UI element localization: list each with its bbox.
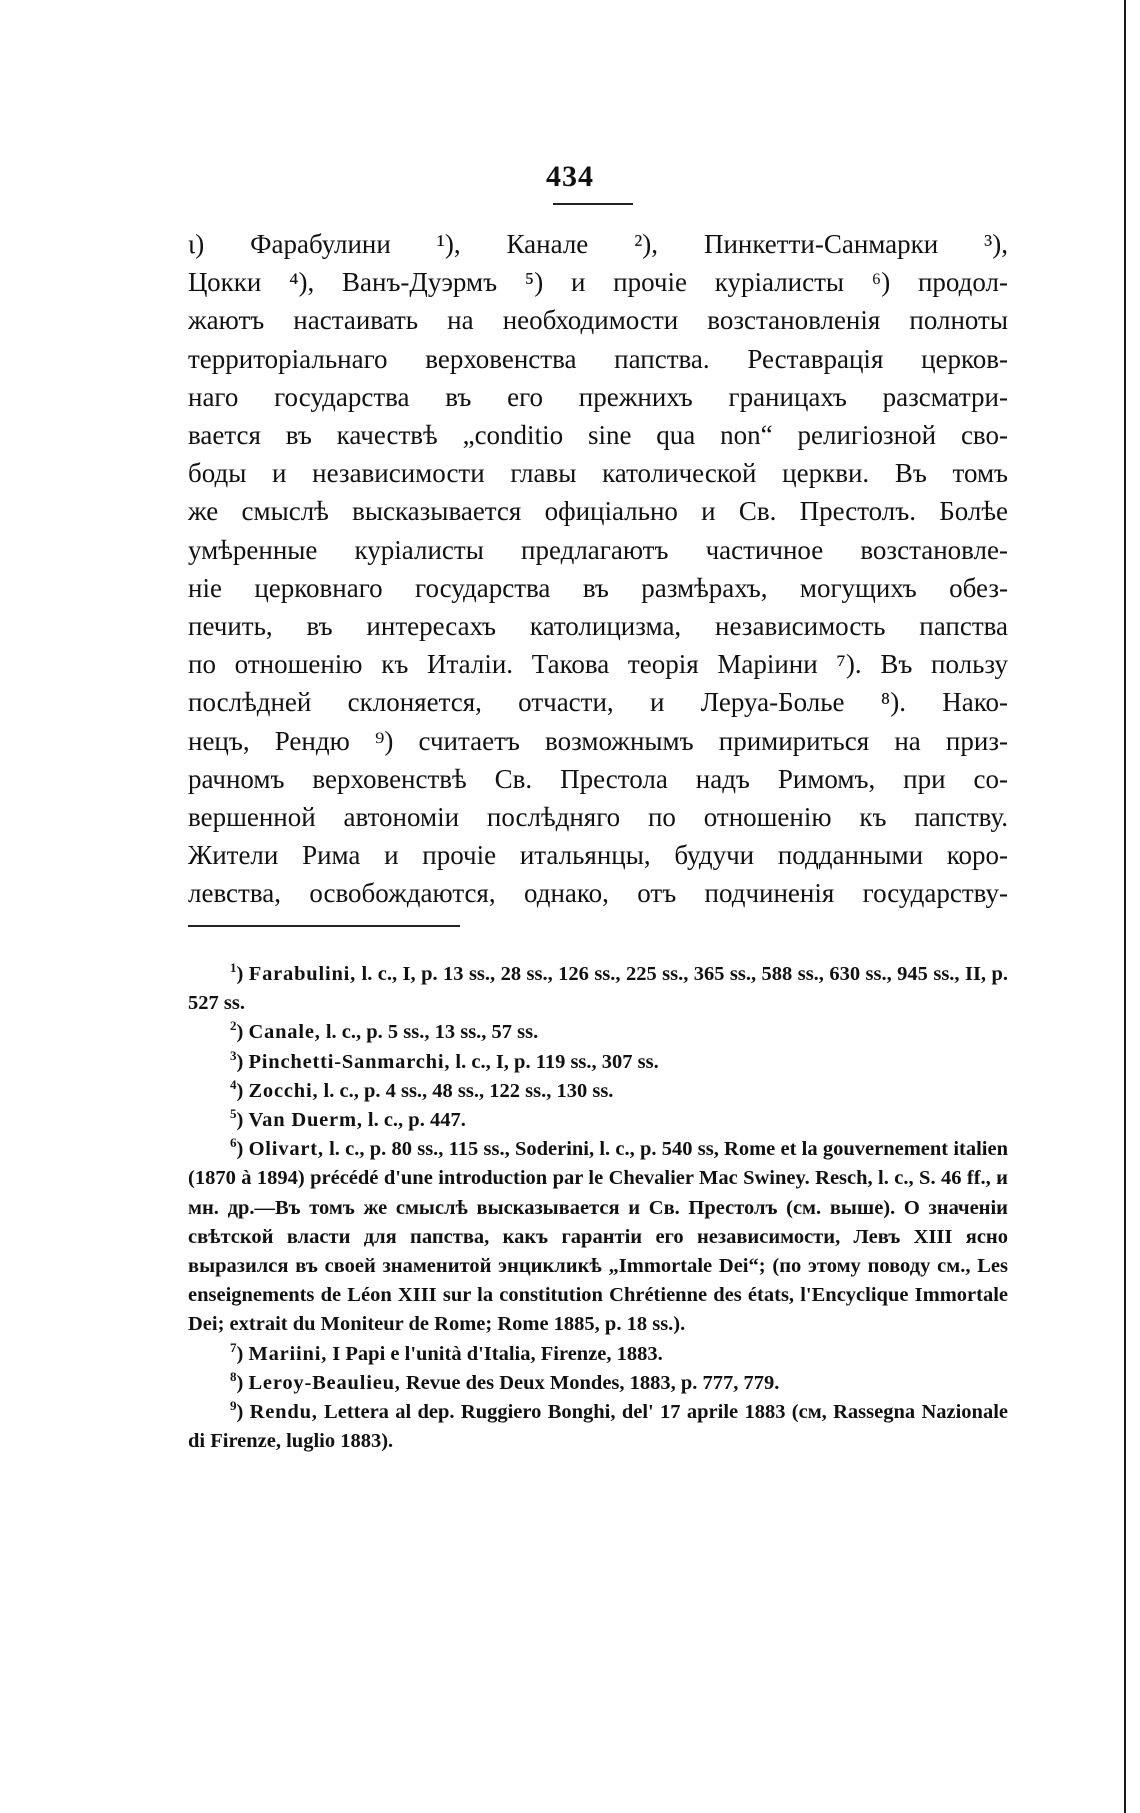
footnote [188, 1369, 1008, 1398]
footnote-mark: 9 [230, 1398, 237, 1414]
footnote-author: Van Duerm, [248, 1109, 363, 1132]
text-line: послѣдней склоняется, отчасти, и Леруа-Болье ⁸). Нако- [188, 687, 1008, 718]
footnote-text: l. c., I, p. 13 ss., 28 ss., 126 ss., 225 ss., 365 ss., 588 ss., 630 ss., 945 ss., II, p. 527 ss. [188, 963, 1008, 1015]
footnote-text: l. c., p. 5 ss., 13 ss., 57 ss. [320, 1021, 539, 1044]
footnote [188, 1340, 1008, 1369]
footnote-mark: 8 [230, 1368, 237, 1384]
text-line: рачномъ верховенствѣ Св. Престола надъ Римомъ, при со- [188, 763, 1008, 794]
main-text [188, 225, 1008, 913]
footnote-mark-paren: ) [236, 1138, 244, 1161]
text-line: ніе церковнаго государства въ размѣрахъ, могущихъ обез- [188, 572, 1008, 603]
footnote-text: I Papi e l'unità d'Italia, Firenze, 1883. [327, 1342, 663, 1365]
footnote-mark: 5 [230, 1106, 237, 1122]
footnote-text: l. c., I, p. 119 ss., 307 ss. [450, 1050, 659, 1073]
footnote-text: l. c., p. 447. [362, 1109, 466, 1132]
footnote-mark: 1 [230, 960, 237, 975]
footnote-mark-paren: ) [236, 1021, 244, 1044]
footnote-mark-paren: ) [236, 1109, 244, 1132]
footnote [188, 1077, 1008, 1106]
footnote-text: Lettera al dep. Ruggiero Bonghi, del' 17 aprile 1883 (см, Rassegna Nazionale di Firenze, luglio 1883). [188, 1401, 1009, 1453]
text-line: же смыслѣ высказывается офиціально и Св. Престолъ. Болѣе [188, 496, 1008, 527]
footnote [188, 1106, 1008, 1135]
text-line: печить, въ интересахъ католицизма, независимость папства [188, 611, 1008, 642]
footnote-mark-paren: ) [236, 1371, 244, 1394]
footnote-author: Pinchetti-Sanmarchi, [248, 1050, 451, 1073]
text-line: Жители Рима и прочіе итальянцы, будучи подданными коро- [188, 840, 1008, 871]
footnote [188, 960, 1008, 1018]
text-line: вается въ качествѣ „conditio sine qua non“ религіозной сво- [188, 420, 1008, 451]
page-number-underline [553, 203, 633, 205]
text-line: левства, освобождаются, однако, отъ подчиненія государству- [188, 878, 1008, 909]
text-line: вершенной автономіи послѣдняго по отношенію къ папству. [188, 802, 1008, 833]
footnote-mark-paren: ) [236, 963, 244, 985]
footnote [188, 1048, 1008, 1077]
footnote-text: l. c., p. 4 ss., 48 ss., 122 ss., 130 ss. [318, 1079, 614, 1102]
text-line: наго государства въ его прежнихъ границахъ разсматри- [188, 381, 1008, 412]
footnote-mark: 3 [230, 1047, 237, 1063]
footnote-author: Mariini, [248, 1342, 328, 1365]
footnote-mark: 4 [230, 1076, 237, 1092]
footnotes [188, 960, 1008, 1456]
text-line: боды и независимости главы католической церкви. Въ томъ [188, 458, 1008, 489]
footnote [188, 1135, 1008, 1339]
footnote-author: Canale, [248, 1021, 321, 1044]
footnote-author: Olivart, [248, 1138, 324, 1161]
footnote-mark: 2 [230, 1018, 237, 1034]
footnote-mark-paren: ) [236, 1079, 244, 1102]
text-line: Цокки ⁴), Ванъ-Дуэрмъ ⁵) и прочіе куріалисты ⁶) продол- [188, 267, 1008, 298]
text-line: по отношенію къ Италіи. Такова теорія Маріини ⁷). Въ пользу [188, 649, 1008, 680]
footnote-mark: 6 [230, 1135, 237, 1151]
footnote [188, 1018, 1008, 1047]
footnote-text: Revue des Deux Mondes, 1883, p. 777, 779. [400, 1371, 780, 1394]
text-line: нецъ, Рендю ⁹) считаетъ возможнымъ примириться на приз- [188, 725, 1008, 756]
footnote-mark-paren: ) [236, 1050, 244, 1073]
footnote-author: Leroy-Beaulieu, [248, 1371, 401, 1394]
page-number: 434 [546, 160, 594, 193]
text-line: ι) Фарабулини ¹), Канале ²), Пинкетти-Санмарки ³), [188, 229, 1008, 259]
footnote-mark-paren: ) [236, 1401, 244, 1424]
text-line: территоріальнаго верховенства папства. Реставрація церков- [188, 343, 1008, 374]
footnote-text: l. c., p. 80 ss., 115 ss., Soderini, l. c., p. 540 ss, Rome et la gouvernement italien (1870 à 1894) précédé d'une introduction par le Chevalier Mac Swiney. Resch, l. c., S. 46 ff., и мн. др.—Въ томъ же смыслѣ высказывается и Св. Престолъ (см. выше). О значеніи свѣтской власти для папства, какъ гарантіи его независимости, Левъ XIII ясно выразился въ своей знаменитой энцикликѣ „Immortale Dei“; (по этому поводу см., Les enseignements de Léon XIII sur la constitution Chrétienne des états, l'Encyclique Immortale Dei; extrait du Moniteur de Rome; Rome 1885, p. 18 ss.). [188, 1138, 1008, 1336]
page-edge-line [1124, 0, 1126, 1813]
footnote-mark-paren: ) [236, 1342, 244, 1365]
footnote-mark: 7 [230, 1339, 237, 1355]
footnote-author: Rendu, [249, 1401, 318, 1424]
footnote-separator [188, 925, 460, 927]
footnote-author: Zocchi, [248, 1079, 319, 1102]
footnote-author: Farabulini, [248, 963, 357, 985]
footnote [188, 1398, 1008, 1456]
text-line: жаютъ настаивать на необходимости возстановленія полноты [188, 305, 1008, 336]
text-line: умѣренные куріалисты предлагаютъ частичное возстановле- [188, 534, 1008, 565]
